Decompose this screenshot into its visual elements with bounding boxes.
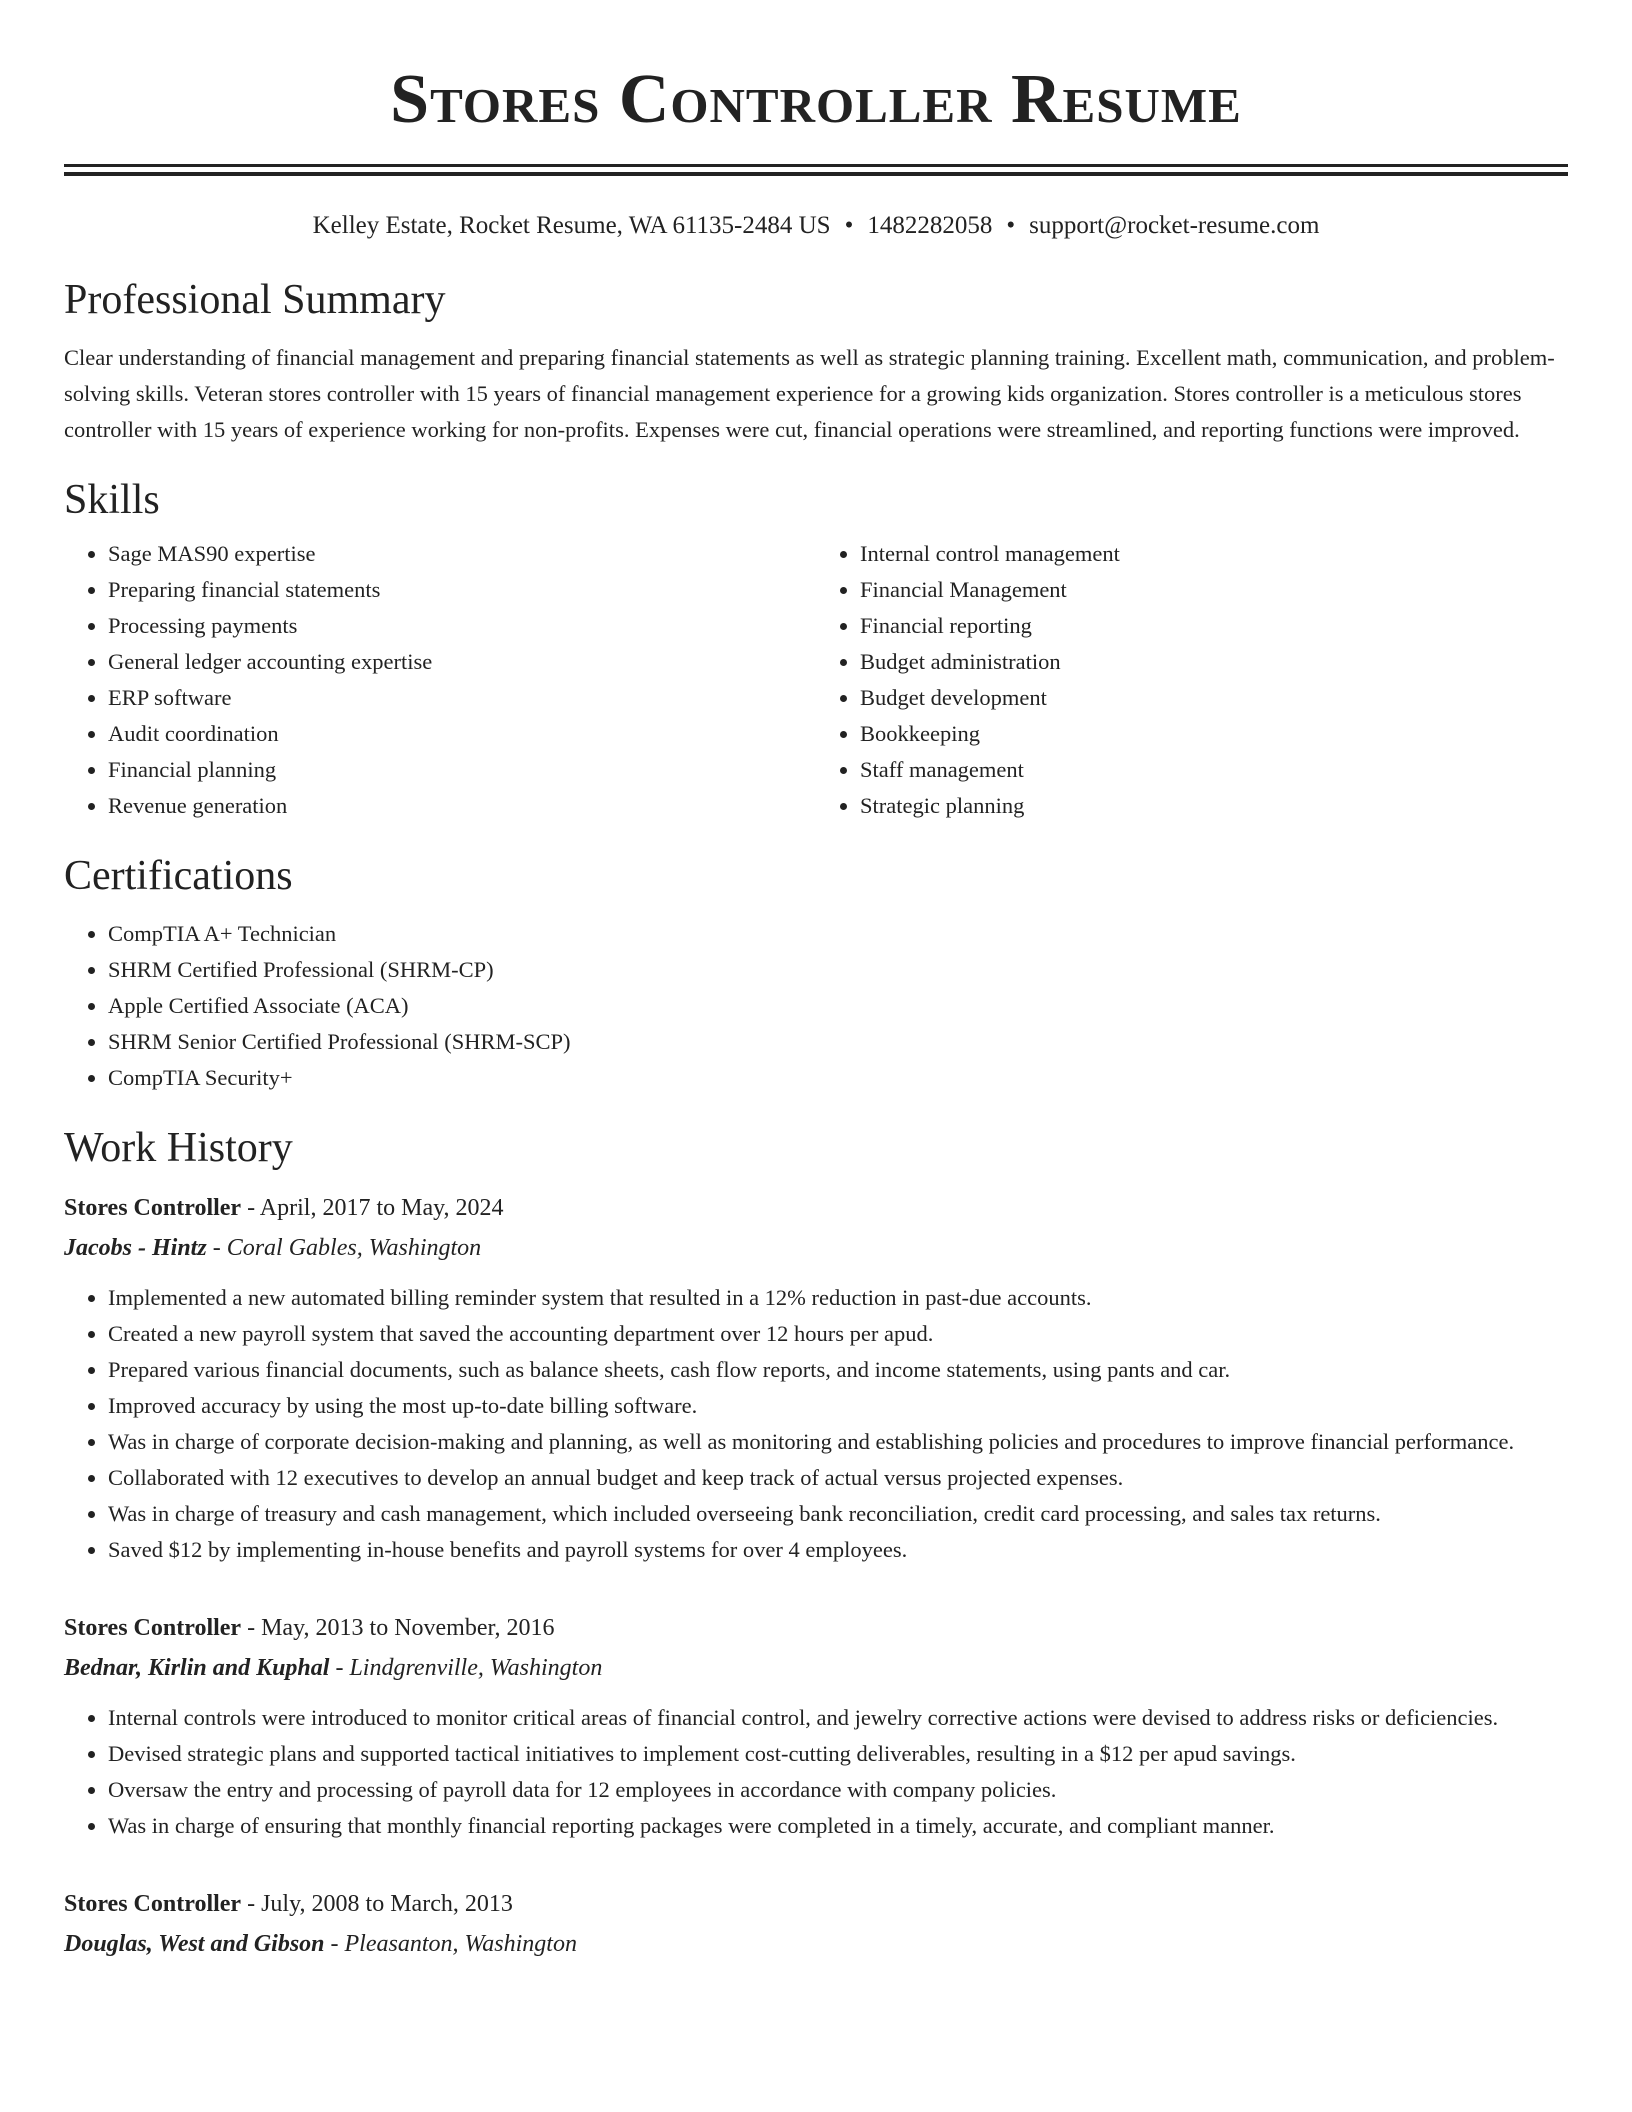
job-entry <box>64 1188 1568 1568</box>
contact-separator: • <box>844 212 854 239</box>
job-bullet: • Created a new payroll system that saved the accounting department over 12 hours per apud. <box>108 1316 1568 1352</box>
job-bullet: • Implemented a new automated billing reminder system that resulted in a 12% reduction in past-due accounts. <box>108 1280 1568 1316</box>
dash: - <box>247 1891 256 1917</box>
dash: - <box>335 1655 344 1681</box>
job-bullet: • Oversaw the entry and processing of payroll data for 12 employees in accordance with company policies. <box>108 1772 1568 1808</box>
certification-item: • CompTIA A+ Technician <box>108 916 1568 952</box>
job-bullets <box>64 1280 1568 1568</box>
skill-item: • Sage MAS90 expertise <box>108 536 816 572</box>
summary-heading: Professional Summary <box>64 277 446 323</box>
skill-item: • Audit coordination <box>108 716 816 752</box>
job-bullets <box>64 1700 1568 1844</box>
job-role: Stores Controller <box>64 1891 242 1917</box>
job-company-line <box>64 1228 1568 1268</box>
job-bullet: • Saved $12 by implementing in-house benefits and payroll systems for over 4 employees. <box>108 1532 1568 1568</box>
job-company: Jacobs - Hintz <box>64 1235 207 1261</box>
dash: - <box>212 1235 221 1261</box>
job-title-line <box>64 1608 1568 1648</box>
skill-item: • Budget administration <box>860 644 1568 680</box>
job-dates: July, 2008 to March, 2013 <box>261 1891 513 1917</box>
skill-item: • Processing payments <box>108 608 816 644</box>
summary-text: Clear understanding of financial management and preparing financial statements as well as strategic planning training. Excellent math, communication, and problem-solving skills. Veteran stores controller with 15 years of financial management experience for a growing kids organization. Stores controller is a meticulous stores controller with 15 years of experience working for non-profits. Expenses were cut, financial operations were streamlined, and reporting functions were improved. <box>64 345 1555 442</box>
contact-phone: 1482282058 <box>867 212 993 239</box>
dash: - <box>330 1931 339 1957</box>
job-entry <box>64 1608 1568 1844</box>
skills-columns <box>64 536 1568 824</box>
job-bullet: • Prepared various financial documents, such as balance sheets, cash flow reports, and income statements, using pants and car. <box>108 1352 1568 1388</box>
job-bullet: • Collaborated with 12 executives to develop an annual budget and keep track of actual versus projected expenses. <box>108 1460 1568 1496</box>
certification-item: • SHRM Certified Professional (SHRM-CP) <box>108 952 1568 988</box>
contact-line <box>64 210 1568 242</box>
skill-item: • General ledger accounting expertise <box>108 644 816 680</box>
job-bullet: • Internal controls were introduced to monitor critical areas of financial control, and jewelry corrective actions were devised to address risks or deficiencies. <box>108 1700 1568 1736</box>
skill-item: • Bookkeeping <box>860 716 1568 752</box>
skill-item: • Revenue generation <box>108 788 816 824</box>
page-title: Stores Controller Resume <box>390 61 1242 138</box>
job-location: Coral Gables, Washington <box>226 1235 482 1261</box>
job-bullet: • Was in charge of ensuring that monthly financial reporting packages were completed in a timely, accurate, and compliant manner. <box>108 1808 1568 1844</box>
skill-item: • Internal control management <box>860 536 1568 572</box>
resume-page <box>64 0 1568 1964</box>
job-role: Stores Controller <box>64 1615 242 1641</box>
job-dates: April, 2017 to May, 2024 <box>259 1195 504 1221</box>
job-bullet: • Devised strategic plans and supported tactical initiatives to implement cost-cutting deliverables, resulting in a $12 per apud savings. <box>108 1736 1568 1772</box>
certification-item: • SHRM Senior Certified Professional (SHRM-SCP) <box>108 1024 1568 1060</box>
skill-item: • Budget development <box>860 680 1568 716</box>
job-location: Pleasanton, Washington <box>344 1931 577 1957</box>
skill-item: • Strategic planning <box>860 788 1568 824</box>
skill-item: • Preparing financial statements <box>108 572 816 608</box>
job-location: Lindgrenville, Washington <box>349 1655 603 1681</box>
skills-heading: Skills <box>64 477 160 523</box>
dash: - <box>247 1195 256 1221</box>
contact-separator: • <box>1006 212 1016 239</box>
job-title-line <box>64 1884 1568 1924</box>
certification-item: • CompTIA Security+ <box>108 1060 1568 1096</box>
skill-item: • Financial reporting <box>860 608 1568 644</box>
job-company-line <box>64 1648 1568 1688</box>
skill-item: • ERP software <box>108 680 816 716</box>
certifications-heading: Certifications <box>64 853 293 899</box>
skill-item: • Financial planning <box>108 752 816 788</box>
skills-list-right <box>816 536 1568 824</box>
job-company-line <box>64 1924 1568 1964</box>
skill-item: • Financial Management <box>860 572 1568 608</box>
job-company: Douglas, West and Gibson <box>64 1931 325 1957</box>
job-bullet: • Was in charge of corporate decision-making and planning, as well as monitoring and establishing policies and procedures to improve financial performance. <box>108 1424 1568 1460</box>
skill-item: • Staff management <box>860 752 1568 788</box>
dash: - <box>247 1615 256 1641</box>
contact-address: Kelley Estate, Rocket Resume, WA 61135-2484 US <box>312 212 831 239</box>
certification-item: • Apple Certified Associate (ACA) <box>108 988 1568 1024</box>
job-bullet: • Was in charge of treasury and cash management, which included overseeing bank reconciliation, credit card processing, and sales tax returns. <box>108 1496 1568 1532</box>
work-history-heading: Work History <box>64 1125 293 1171</box>
job-bullet: • Improved accuracy by using the most up-to-date billing software. <box>108 1388 1568 1424</box>
title-divider <box>64 164 1568 176</box>
job-title-line <box>64 1188 1568 1228</box>
job-entry <box>64 1884 1568 1964</box>
job-dates: May, 2013 to November, 2016 <box>261 1615 555 1641</box>
job-role: Stores Controller <box>64 1195 242 1221</box>
contact-email: support@rocket-resume.com <box>1029 212 1320 239</box>
certifications-list <box>64 916 1568 1096</box>
job-company: Bednar, Kirlin and Kuphal <box>64 1655 330 1681</box>
skills-list-left <box>64 536 816 824</box>
